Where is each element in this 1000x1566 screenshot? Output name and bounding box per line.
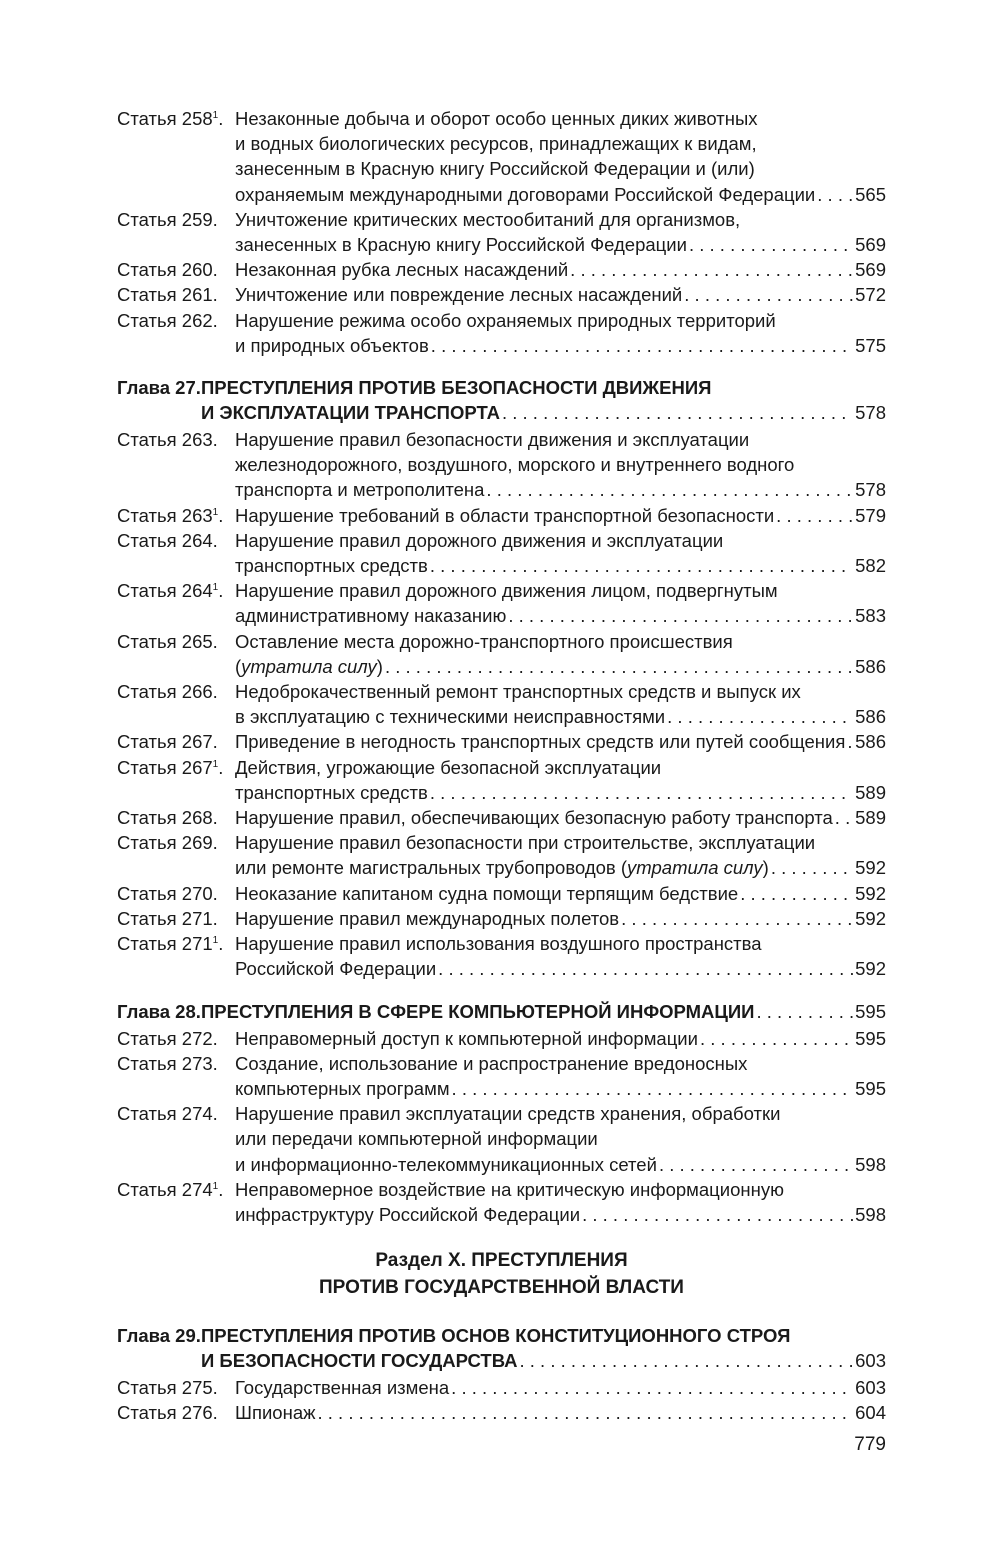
entry-page-number: 603 <box>855 1377 886 1399</box>
entry-title-text: транспортных средств <box>235 555 428 577</box>
entry-label-text: Статья 274 <box>117 1178 213 1200</box>
entry-title-text: И БЕЗОПАСНОСТИ ГОСУДАРСТВА <box>201 1350 518 1372</box>
entry-body <box>201 1323 886 1373</box>
toc-article-entry <box>117 931 886 981</box>
leader-dots <box>508 603 853 628</box>
entry-label-text: Глава 27. <box>117 377 201 399</box>
entry-body <box>235 207 886 257</box>
entry-last-line <box>235 1202 886 1227</box>
entry-title-text: транспорта и метрополитена <box>235 479 485 501</box>
entry-label-text: Статья 266. <box>117 681 218 703</box>
entry-label <box>117 1026 235 1051</box>
entry-label-text: Глава 28. <box>117 1000 201 1022</box>
entry-page-number: 586 <box>855 655 886 677</box>
entry-title-line: Недоброкачественный ремонт транспортных средств и выпуск их <box>235 681 801 703</box>
entry-page-number: 582 <box>855 555 886 577</box>
entry-label <box>117 207 235 257</box>
entry-body <box>235 1375 886 1400</box>
entry-label-text: Статья 259. <box>117 208 218 230</box>
entry-label: Статья $258^1$. <box>117 108 224 129</box>
leader-dots <box>451 1375 853 1400</box>
leader-dots <box>502 400 853 425</box>
entry-title-line: или передачи компьютерной информации <box>235 1128 598 1150</box>
entry-title-text: Государственная измена <box>235 1377 450 1399</box>
entry-label-text: Статья 267. <box>117 731 218 753</box>
entry-body <box>235 1051 886 1101</box>
entry-label: Статья $264^1$. <box>117 580 224 602</box>
entry-title-text: Незаконная рубка лесных насаждений <box>235 259 569 281</box>
entry-title-text: Российской Федерации <box>235 958 437 980</box>
entry-title-line: и водных биологических ресурсов, принадлежащих к видам, <box>235 133 757 155</box>
entry-label <box>117 629 235 679</box>
leader-dots <box>667 704 853 729</box>
entry-title-line: занесенным в Красную книгу Российской Федерации и (или) <box>235 158 755 180</box>
table-of-contents <box>117 106 886 1426</box>
entry-title-text: Шпионаж <box>235 1402 316 1424</box>
entry-page-number: 592 <box>855 907 886 929</box>
entry-title-line: Уничтожение критических местообитаний для организмов, <box>235 208 741 230</box>
entry-label <box>117 1400 235 1425</box>
entry-last-line <box>235 1400 886 1425</box>
entry-label-text: Статья 261. <box>117 284 218 306</box>
entry-label <box>117 729 235 754</box>
entry-label-superscript: 1 <box>212 935 219 947</box>
leader-dots <box>700 1026 853 1051</box>
toc-article-entry <box>117 906 886 931</box>
entry-title-text: административному наказанию <box>235 605 507 627</box>
entry-title-line: Неправомерное воздействие на критическую информационную <box>235 1178 784 1200</box>
entry-body <box>235 755 886 805</box>
toc-article-entry <box>117 427 886 503</box>
entry-label: Статья $271^1$. <box>117 933 224 955</box>
entry-label-text: Статья 263 <box>117 504 213 526</box>
entry-page-number: 589 <box>855 807 886 829</box>
entry-title-line: железнодорожного, воздушного, морского и внутреннего водного <box>235 454 795 476</box>
entry-body <box>235 1400 886 1425</box>
toc-article-entry <box>117 629 886 679</box>
entry-title-text: занесенных в Красную книгу Российской Федерации <box>235 234 687 256</box>
entry-title-text: или ремонте магистральных трубопроводов (утратила силу) <box>235 857 769 879</box>
entry-page-number: 603 <box>855 1350 886 1372</box>
entry-body <box>235 931 886 981</box>
entry-title-line: Оставление места дорожно-транспортного происшествия <box>235 630 733 652</box>
toc-article-entry <box>117 503 886 528</box>
toc-article-entry <box>117 1400 886 1425</box>
entry-body <box>235 528 886 578</box>
leader-dots <box>621 906 853 931</box>
entry-label <box>117 805 235 830</box>
entry-label-text: Статья 271 <box>117 933 213 955</box>
entry-label-text: Статья 273. <box>117 1052 218 1074</box>
entry-title-text: (утратила силу) <box>235 655 383 677</box>
entry-label-text: Статья 263. <box>117 429 218 451</box>
entry-title-line: Нарушение правил безопасности движения и эксплуатации <box>235 429 750 451</box>
entry-label <box>117 375 201 425</box>
entry-title-line: ПРЕСТУПЛЕНИЯ ПРОТИВ ОСНОВ КОНСТИТУЦИОННОГО СТРОЯ <box>201 1325 791 1347</box>
entry-title-text: ПРЕСТУПЛЕНИЯ В СФЕРЕ КОМПЬЮТЕРНОЙ ИНФОРМАЦИИ <box>201 1000 755 1022</box>
entry-page-number: 586 <box>855 731 886 753</box>
entry-body <box>235 282 886 307</box>
entry-label-superscript: 1 <box>212 110 219 121</box>
entry-title-text: И ЭКСПЛУАТАЦИИ ТРАНСПОРТА <box>201 402 500 424</box>
entry-label: Статья $267^1$. <box>117 756 224 778</box>
entry-last-line <box>235 553 886 578</box>
entry-title-text: Нарушение правил международных полетов <box>235 907 620 929</box>
leader-dots <box>689 232 853 257</box>
leader-dots <box>771 855 853 880</box>
entry-page-number: 583 <box>855 605 886 627</box>
entry-title-line: Создание, использование и распространение вредоносных <box>235 1052 748 1074</box>
entry-title-text: компьютерных программ <box>235 1077 450 1099</box>
entry-body <box>235 308 886 358</box>
entry-label-text: Статья 260. <box>117 259 218 281</box>
entry-label-text: Статья 268. <box>117 807 218 829</box>
entry-title-text: Неправомерный доступ к компьютерной информации <box>235 1027 698 1049</box>
leader-dots <box>740 881 853 906</box>
entry-title-text: Нарушение правил, обеспечивающих безопасную работу транспорта <box>235 807 833 829</box>
leader-dots <box>847 729 853 754</box>
entry-body <box>235 881 886 906</box>
entry-label-superscript: 1 <box>212 1180 219 1192</box>
section-heading-line: Раздел X. ПРЕСТУПЛЕНИЯ <box>375 1250 628 1272</box>
entry-last-line <box>201 1348 886 1373</box>
toc-article-entry <box>117 1026 886 1051</box>
entry-label-text: Статья 269. <box>117 832 218 854</box>
entry-label <box>117 906 235 931</box>
entry-body <box>235 679 886 729</box>
entry-label <box>117 257 235 282</box>
entry-label: Статья $263^1$. <box>117 504 224 526</box>
toc-article-entry <box>117 578 886 628</box>
entry-label-superscript: 1 <box>212 506 219 518</box>
entry-body <box>235 1026 886 1051</box>
entry-page-number: 592 <box>855 882 886 904</box>
toc-article-entry <box>117 830 886 880</box>
entry-label-text: Статья 270. <box>117 882 218 904</box>
entry-last-line <box>235 704 886 729</box>
toc-article-entry <box>117 257 886 282</box>
entry-body <box>235 906 886 931</box>
entry-label <box>117 881 235 906</box>
entry-body <box>201 999 886 1024</box>
entry-body <box>235 830 886 880</box>
toc-article-entry <box>117 1101 886 1177</box>
toc-article-entry <box>117 729 886 754</box>
toc-article-entry <box>117 1051 886 1101</box>
entry-last-line <box>201 999 886 1024</box>
leader-dots <box>317 1400 853 1425</box>
entry-label-text: Статья 265. <box>117 630 218 652</box>
entry-page-number: 598 <box>855 1203 886 1225</box>
leader-dots <box>438 956 853 981</box>
leader-dots <box>520 1348 854 1373</box>
entry-last-line <box>235 1026 886 1051</box>
entry-label-text: Статья 276. <box>117 1402 218 1424</box>
entry-title-text: и природных объектов <box>235 334 429 356</box>
leader-dots <box>452 1076 854 1101</box>
entry-label <box>117 308 235 358</box>
leader-dots <box>835 805 853 830</box>
entry-body <box>235 427 886 503</box>
leader-dots <box>486 477 853 502</box>
entry-label-text: Статья 267 <box>117 756 213 778</box>
entry-label <box>117 830 235 880</box>
entry-last-line <box>235 881 886 906</box>
entry-label-text: Статья 258 <box>117 108 213 129</box>
entry-body <box>235 629 886 679</box>
entry-title-text: Уничтожение или повреждение лесных насаждений <box>235 284 683 306</box>
leader-dots <box>570 257 853 282</box>
entry-label-text: Статья 264. <box>117 529 218 551</box>
entry-last-line <box>235 503 886 528</box>
toc-article-entry <box>117 679 886 729</box>
entry-page-number: 579 <box>855 504 886 526</box>
entry-body <box>235 729 886 754</box>
leader-dots <box>659 1152 853 1177</box>
entry-title-line: ПРЕСТУПЛЕНИЯ ПРОТИВ БЕЗОПАСНОСТИ ДВИЖЕНИЯ <box>201 377 712 399</box>
entry-last-line <box>235 1076 886 1101</box>
entry-title-line: Действия, угрожающие безопасной эксплуатации <box>235 756 662 778</box>
chapter-heading <box>117 1323 886 1373</box>
entry-last-line <box>235 282 886 307</box>
entry-page-number: 595 <box>855 1000 886 1022</box>
entry-label-superscript: 1 <box>212 758 219 770</box>
entry-last-line <box>235 603 886 628</box>
entry-last-line <box>235 1375 886 1400</box>
entry-page-number: 604 <box>855 1402 886 1424</box>
entry-page-number: 595 <box>855 1027 886 1049</box>
leader-dots <box>430 553 853 578</box>
entry-page-number: 575 <box>855 334 886 356</box>
toc-article-entry <box>117 528 886 578</box>
entry-body <box>235 106 886 207</box>
entry-last-line <box>235 855 886 880</box>
entry-label <box>117 1323 201 1373</box>
entry-label-superscript: 1 <box>212 582 219 594</box>
entry-title-text: инфраструктуру Российской Федерации <box>235 1203 581 1225</box>
entry-label: Статья $274^1$. <box>117 1178 224 1200</box>
entry-page-number: 569 <box>855 259 886 281</box>
entry-label-text: Статья 275. <box>117 1377 218 1399</box>
entry-body <box>235 578 886 628</box>
entry-body <box>235 1101 886 1177</box>
entry-page-number: 565 <box>855 183 886 205</box>
entry-last-line <box>235 729 886 754</box>
leader-dots <box>430 780 853 805</box>
entry-page-number: 595 <box>855 1077 886 1099</box>
entry-page-number: 586 <box>855 706 886 728</box>
entry-label <box>117 528 235 578</box>
entry-page-number: 592 <box>855 857 886 879</box>
entry-title-text: охраняемым международными договорами Российской Федерации <box>235 183 816 205</box>
entry-title-line: Нарушение правил безопасности при строительстве, эксплуатации <box>235 832 816 854</box>
entry-label <box>117 1101 235 1177</box>
leader-dots <box>684 282 853 307</box>
entry-page-number: 592 <box>855 958 886 980</box>
entry-title-line: Нарушение режима особо охраняемых природных территорий <box>235 309 776 331</box>
entry-title-line: Нарушение правил дорожного движения лицом, подвергнутым <box>235 580 778 602</box>
leader-dots <box>817 182 853 207</box>
entry-page-number: 572 <box>855 284 886 306</box>
entry-label <box>117 1051 235 1101</box>
entry-label-text: Статья 271. <box>117 907 218 929</box>
entry-body <box>235 1177 886 1227</box>
section-heading-line: ПРОТИВ ГОСУДАРСТВЕННОЙ ВЛАСТИ <box>319 1277 684 1299</box>
entry-page-number: 578 <box>855 479 886 501</box>
entry-title-text: в эксплуатацию с техническими неисправностями <box>235 706 666 728</box>
entry-body <box>201 375 886 425</box>
toc-article-entry <box>117 805 886 830</box>
entry-label-text: Глава 29. <box>117 1325 201 1347</box>
entry-title-text: транспортных средств <box>235 781 428 803</box>
entry-body <box>235 805 886 830</box>
entry-title-line: Нарушение правил дорожного движения и эксплуатации <box>235 529 724 551</box>
entry-label-text: Статья 264 <box>117 580 213 602</box>
entry-page-number: 578 <box>855 402 886 424</box>
entry-title-text: Нарушение требований в области транспортной безопасности <box>235 504 775 526</box>
entry-title-line: Нарушение правил эксплуатации средств хранения, обработки <box>235 1103 781 1125</box>
entry-last-line <box>235 906 886 931</box>
toc-article-entry <box>117 308 886 358</box>
leader-dots <box>431 333 853 358</box>
toc-article-entry <box>117 755 886 805</box>
toc-article-entry <box>117 1177 886 1227</box>
entry-last-line <box>235 1152 886 1177</box>
entry-last-line <box>235 477 886 502</box>
entry-last-line <box>235 805 886 830</box>
toc-article-entry <box>117 106 886 207</box>
leader-dots <box>385 654 853 679</box>
leader-dots <box>756 999 853 1024</box>
entry-last-line <box>201 400 886 425</box>
section-heading <box>117 1247 886 1301</box>
toc-article-entry <box>117 1375 886 1400</box>
entry-body <box>235 503 886 528</box>
entry-title-text: Приведение в негодность транспортных средств или путей сообщения <box>235 731 846 753</box>
entry-last-line <box>235 182 886 207</box>
entry-title-line: Незаконные добыча и оборот особо ценных диких животных <box>235 108 758 129</box>
toc-article-entry <box>117 881 886 906</box>
chapter-heading <box>117 375 886 425</box>
entry-page-number: 569 <box>855 234 886 256</box>
entry-label-text: Статья 274. <box>117 1103 218 1125</box>
chapter-heading <box>117 999 886 1024</box>
entry-title-text: и информационно-телекоммуникационных сетей <box>235 1153 657 1175</box>
entry-last-line <box>235 333 886 358</box>
leader-dots <box>582 1202 853 1227</box>
entry-last-line <box>235 257 886 282</box>
page-number: 779 <box>854 1434 886 1455</box>
entry-label <box>117 282 235 307</box>
entry-last-line <box>235 956 886 981</box>
entry-last-line <box>235 232 886 257</box>
toc-article-entry <box>117 282 886 307</box>
entry-label <box>117 1375 235 1400</box>
entry-body <box>235 257 886 282</box>
entry-title-line: Нарушение правил использования воздушного пространства <box>235 933 762 955</box>
entry-title-text: Неоказание капитаном судна помощи терпящим бедствие <box>235 882 739 904</box>
entry-page-number: 598 <box>855 1153 886 1175</box>
entry-page-number: 589 <box>855 781 886 803</box>
leader-dots <box>776 503 853 528</box>
entry-last-line <box>235 654 886 679</box>
entry-label-text: Статья 262. <box>117 309 218 331</box>
entry-label <box>117 999 201 1024</box>
entry-label <box>117 427 235 503</box>
entry-label <box>117 679 235 729</box>
entry-last-line <box>235 780 886 805</box>
entry-label-text: Статья 272. <box>117 1027 218 1049</box>
toc-article-entry <box>117 207 886 257</box>
